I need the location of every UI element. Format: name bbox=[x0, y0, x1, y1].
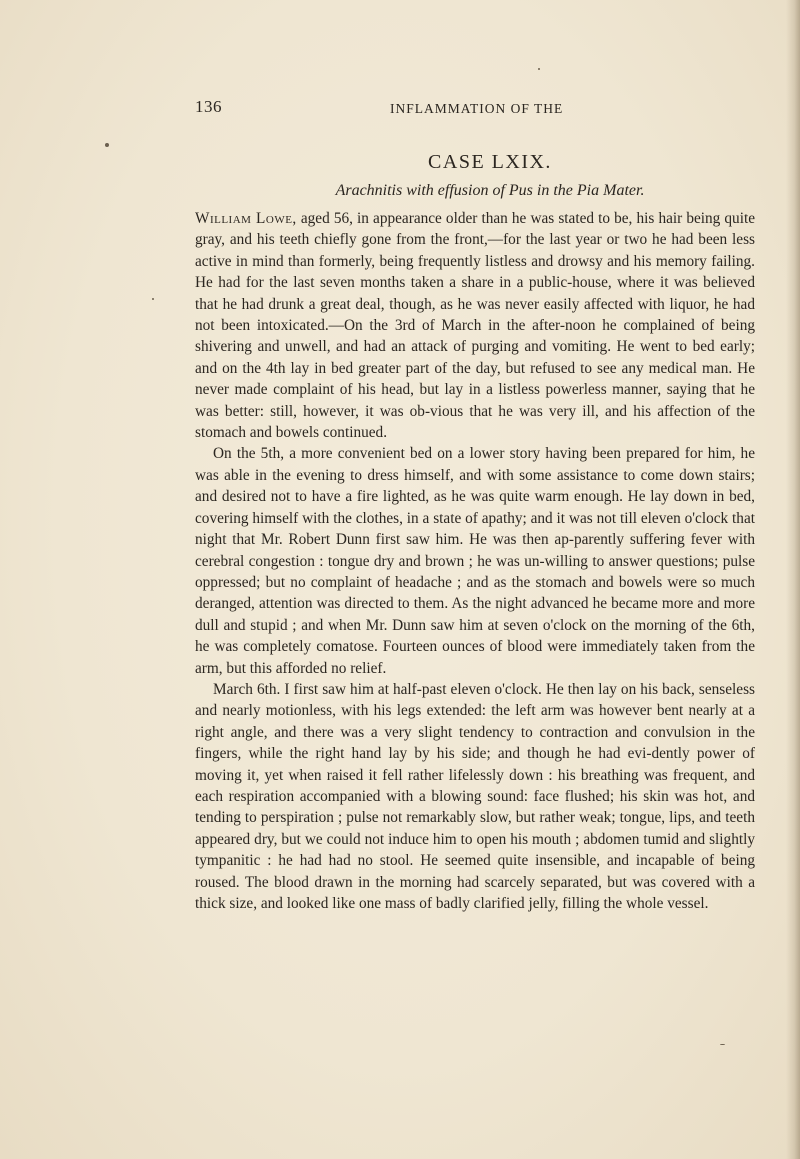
page-edge-shadow bbox=[786, 0, 800, 1159]
body-text bbox=[195, 208, 755, 914]
paragraph-3: March 6th. I first saw him at half-past eleven o'clock. He then lay on his back, senseless and nearly motionless, with his legs extended: the left arm was however bent nearly at a right angle, and there was a very slight tendency to contraction and convulsion in the fingers, while the right hand lay by his side; and though he had evi-dently power of moving it, yet when raised it fell rather lifelessly down : his breathing was frequent, and each respiration accompanied with a blowing sound: face flushed; his skin was hot, and tending to perspiration ; pulse not remarkably slow, but rather weak; tongue, lips, and teeth appeared dry, but we could not induce him to open his mouth ; abdomen tumid and slightly tympanitic : he had had no stool. He seemed quite insensible, and incapable of being roused. The blood drawn in the morning had scarcely separated, but was covered with a thick size, and looked like one mass of badly clarified jelly, filling the whole vessel. bbox=[195, 680, 755, 912]
page-header bbox=[195, 97, 785, 119]
case-title: CASE LXIX. bbox=[428, 151, 552, 173]
patient-name: William Lowe, bbox=[195, 210, 297, 227]
page-number: 136 bbox=[195, 97, 222, 116]
case-subtitle: Arachnitis with effusion of Pus in the Pia Mater. bbox=[335, 182, 645, 199]
paper-speck bbox=[538, 68, 540, 70]
paragraph-2: On the 5th, a more convenient bed on a lower story having been prepared for him, he was able in the evening to dress himself, and with some assistance to come down stairs; and desired not to have a fire lighted, as he was quite warm enough. He lay down in bed, covering himself with the clothes, in a state of apathy; and it was not till eleven o'clock that night that Mr. Robert Dunn first saw him. He was then ap-parently suffering fever with cerebral congestion : tongue dry and brown ; he was un-willing to answer questions; pulse oppressed; but no complaint of headache ; and as the stomach and bowels were so much deranged, attention was directed to them. As the night advanced he became more and more dull and stupid ; and when Mr. Dunn saw him at seven o'clock on the morning of the 6th, he was completely comatose. Fourteen ounces of blood were immediately taken from the arm, but this afforded no relief. bbox=[195, 445, 755, 677]
paragraph-1 bbox=[195, 208, 755, 443]
paper-speck bbox=[105, 143, 109, 147]
paragraph-1-text: aged 56, in appearance older than he was stated to be, his hair being quite gray, and his teeth chiefly gone from the front,—for the last year or two he had been less active in mind than formerly, being frequently listless and drowsy and his memory failing. He had for the last seven months taken a share in a public-house, where it was believed that he had drunk a great deal, though, as he was never easily affected with liquor, he had not been intoxicated.—On the 3rd of March in the after-noon he complained of being shivering and unwell, and had an attack of purging and vomiting. He went to bed early; and on the 4th lay in bed greater part of the day, but refused to see any medical man. He never made complaint of his head, but lay in a listless powerless manner, saying that he was better: still, however, it was ob-vious that he was very ill, and his affection of the stomach and bowels continued. bbox=[195, 210, 755, 442]
paper-speck bbox=[720, 1044, 725, 1045]
paper-speck bbox=[152, 298, 154, 300]
running-head: INFLAMMATION OF THE bbox=[390, 101, 564, 116]
